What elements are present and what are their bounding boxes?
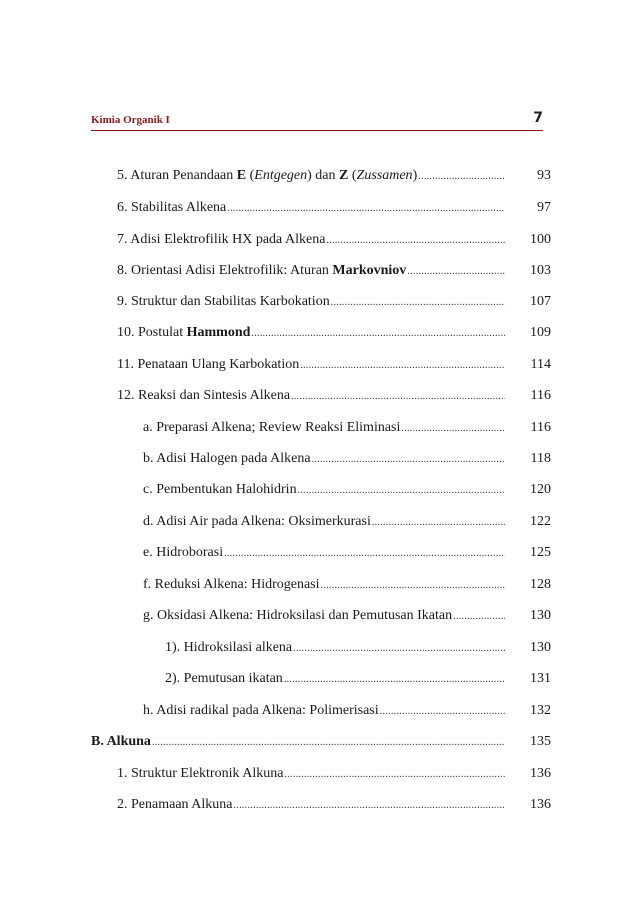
toc-entry-label: B. Alkuna — [91, 734, 151, 749]
leader-dots — [312, 454, 505, 465]
toc-entry-page: 107 — [530, 294, 551, 309]
toc-entry-label: 9. Struktur dan Stabilitas Karbokation — [117, 294, 330, 309]
toc-entry-label: e. Hidroborasi — [143, 545, 224, 560]
toc-entry-label: b. Adisi Halogen pada Alkena — [143, 451, 311, 466]
toc-entry-page: 132 — [530, 703, 551, 718]
toc-entry[interactable] — [117, 168, 505, 188]
toc-entry[interactable] — [143, 482, 505, 502]
toc-entry[interactable] — [91, 734, 505, 754]
toc-entry-page: 128 — [530, 577, 551, 592]
toc-entry[interactable] — [117, 388, 505, 408]
toc-entry-page: 122 — [530, 514, 551, 529]
toc-entry[interactable] — [117, 766, 505, 786]
toc-entry-label: 1). Hidroksilasi alkena — [165, 640, 293, 655]
toc-entry-page: 130 — [530, 608, 551, 623]
toc-entry-page: 114 — [530, 357, 551, 372]
header-rule — [91, 130, 543, 131]
leader-dots — [326, 235, 505, 246]
toc-entry-page: 103 — [530, 263, 551, 278]
toc-entry-page: 125 — [530, 545, 551, 560]
leader-dots — [293, 643, 505, 654]
toc-entry-label: 2). Pemutusan ikatan — [165, 671, 283, 686]
leader-dots — [331, 297, 505, 308]
toc-entry-page: 118 — [530, 451, 551, 466]
toc-entry-label: f. Reduksi Alkena: Hidrogenasi — [143, 577, 320, 592]
leader-dots — [321, 580, 505, 591]
toc-entry-page: 136 — [530, 797, 551, 812]
leader-dots — [291, 391, 505, 402]
toc-entry-page: 97 — [537, 200, 551, 215]
leader-dots — [453, 611, 505, 622]
toc-entry[interactable] — [143, 577, 505, 597]
leader-dots — [401, 423, 505, 434]
toc-entry-label: 12. Reaksi dan Sintesis Alkena — [117, 388, 291, 403]
toc-entry[interactable] — [117, 357, 505, 377]
toc-entry-label: h. Adisi radikal pada Alkena: Polimerisasi — [143, 703, 379, 718]
leader-dots — [372, 517, 505, 528]
toc-entry[interactable] — [117, 325, 505, 345]
toc-entry-page: 130 — [530, 640, 551, 655]
toc-entry-label: 8. Orientasi Adisi Elektrofilik: Aturan Markovniov — [117, 263, 407, 278]
leader-dots — [233, 800, 505, 811]
leader-dots — [380, 706, 505, 717]
toc-entry-label: 6. Stabilitas Alkena — [117, 200, 227, 215]
toc-entry-label: 2. Penamaan Alkuna — [117, 797, 233, 812]
toc-entry-label: d. Adisi Air pada Alkena: Oksimerkurasi — [143, 514, 371, 529]
header-title: Kimia Organik I — [91, 114, 170, 126]
leader-dots — [152, 737, 505, 748]
toc-entry[interactable] — [117, 797, 505, 817]
toc-entry-label: 10. Postulat Hammond — [117, 325, 251, 340]
running-header — [91, 110, 543, 130]
toc-entry[interactable] — [143, 545, 505, 565]
toc-entry-page: 131 — [530, 671, 551, 686]
leader-dots — [418, 171, 505, 182]
toc-entry[interactable] — [117, 200, 505, 220]
toc-entry-label: a. Preparasi Alkena; Review Reaksi Eliminasi — [143, 420, 401, 435]
toc-entry-label: 11. Penataan Ulang Karbokation — [117, 357, 300, 372]
toc-entry-label: g. Oksidasi Alkena: Hidroksilasi dan Pemutusan Ikatan — [143, 608, 453, 623]
toc-entry[interactable] — [165, 671, 505, 691]
leader-dots — [407, 266, 505, 277]
toc-entry[interactable] — [143, 514, 505, 534]
toc-entry-page: 116 — [530, 388, 551, 403]
toc-entry-page: 136 — [530, 766, 551, 781]
header-page-number: 7 — [533, 110, 543, 126]
toc-entry-page: 93 — [537, 168, 551, 183]
toc-entry[interactable] — [143, 703, 505, 723]
toc-entry[interactable] — [143, 420, 505, 440]
leader-dots — [300, 360, 505, 371]
toc-entry-page: 135 — [530, 734, 551, 749]
toc-entry-label: 7. Adisi Elektrofilik HX pada Alkena — [117, 232, 326, 247]
toc-entry-label: 1. Struktur Elektronik Alkuna — [117, 766, 284, 781]
leader-dots — [284, 769, 505, 780]
toc-entry-label: c. Pembentukan Halohidrin — [143, 482, 297, 497]
leader-dots — [251, 328, 505, 339]
leader-dots — [298, 485, 505, 496]
leader-dots — [284, 674, 505, 685]
toc-entry[interactable] — [117, 263, 505, 283]
leader-dots — [224, 548, 505, 559]
toc-entry[interactable] — [117, 294, 505, 314]
toc-entry-page: 109 — [530, 325, 551, 340]
toc-entry-page: 116 — [530, 420, 551, 435]
toc-entry[interactable] — [165, 640, 505, 660]
toc-entry-label: 5. Aturan Penandaan E (Entgegen) dan Z (Zussamen) — [117, 168, 418, 183]
leader-dots — [227, 203, 505, 214]
toc-entry-page: 100 — [530, 232, 551, 247]
toc-entry[interactable] — [143, 608, 505, 628]
toc-entry-page: 120 — [530, 482, 551, 497]
toc-entry[interactable] — [117, 232, 505, 252]
toc-entry[interactable] — [143, 451, 505, 471]
